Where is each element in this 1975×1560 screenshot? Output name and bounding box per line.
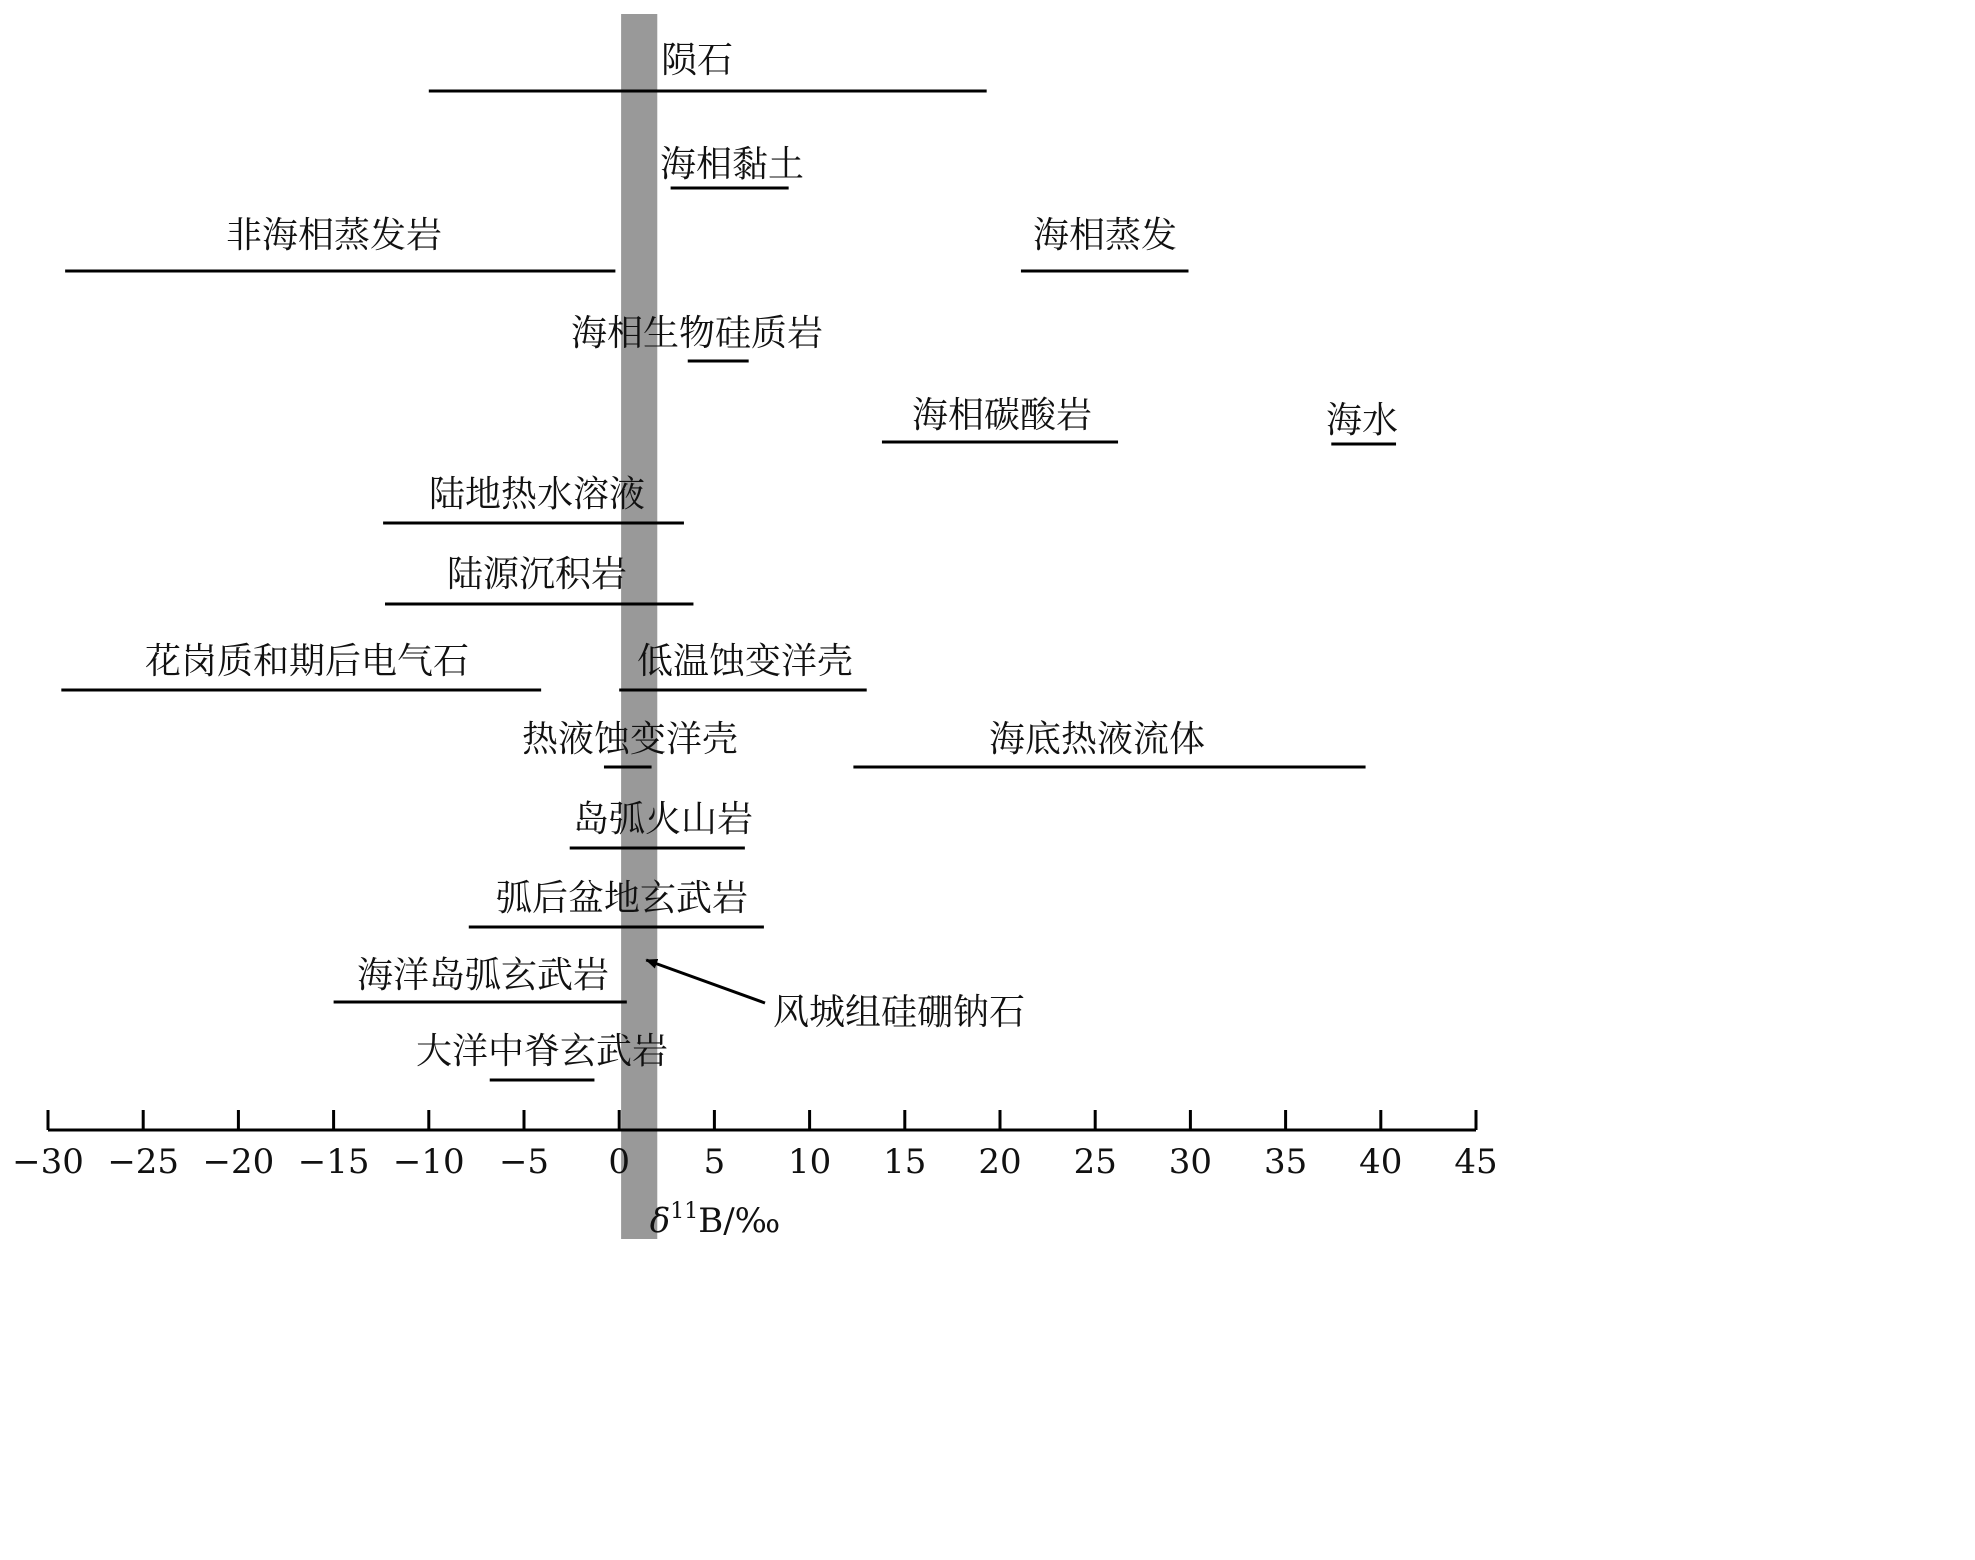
x-tick-label: 40	[1359, 1142, 1403, 1182]
x-tick-label: 15	[883, 1142, 927, 1182]
annotation-arrow	[646, 960, 765, 1003]
x-tick-label: 45	[1454, 1142, 1498, 1182]
range-label: 海洋岛弧玄武岩	[356, 955, 610, 996]
range-label: 岛弧火山岩	[572, 799, 754, 840]
x-tick-label: 25	[1073, 1142, 1117, 1182]
x-tick-label: 0	[608, 1142, 631, 1182]
x-axis-title: $\delta^{11}B/‰$	[649, 1199, 781, 1239]
x-tick-label: 5	[703, 1142, 726, 1182]
x-tick-label: 35	[1263, 1142, 1308, 1182]
range-label: 花岗质和期后电气石	[144, 641, 470, 682]
range-label: 海相蒸发	[1032, 215, 1178, 256]
range-label: 弧后盆地玄武岩	[495, 878, 749, 919]
range-label: 海底热液流体	[988, 719, 1206, 760]
range-label: 非海相蒸发岩	[225, 215, 443, 256]
x-tick-label: −20	[202, 1142, 275, 1182]
x-tick-label: 10	[787, 1142, 832, 1182]
range-label: 陆地热水溶液	[428, 474, 646, 515]
range-label: 大洋中脊玄武岩	[415, 1031, 669, 1072]
range-label: 海相生物硅质岩	[570, 313, 824, 354]
x-tick-label: 20	[978, 1142, 1022, 1182]
x-tick-label: −30	[12, 1142, 84, 1182]
range-label: 热液蚀变洋壳	[521, 719, 739, 760]
range-label: 低温蚀变洋壳	[636, 641, 854, 682]
range-label: 陨石	[660, 40, 734, 81]
range-label: 海相碳酸岩	[911, 395, 1093, 436]
x-tick-label: −25	[107, 1142, 180, 1182]
range-label: 陆源沉积岩	[446, 554, 628, 595]
annotation-label: 风城组硅硼钠石	[773, 992, 1026, 1033]
x-tick-label: 30	[1168, 1142, 1213, 1182]
x-tick-label: −5	[498, 1142, 550, 1182]
x-tick-label: −10	[392, 1142, 465, 1182]
range-label: 海相黏土	[659, 144, 805, 185]
x-tick-label: −15	[297, 1142, 370, 1182]
range-label: 海水	[1325, 400, 1399, 441]
